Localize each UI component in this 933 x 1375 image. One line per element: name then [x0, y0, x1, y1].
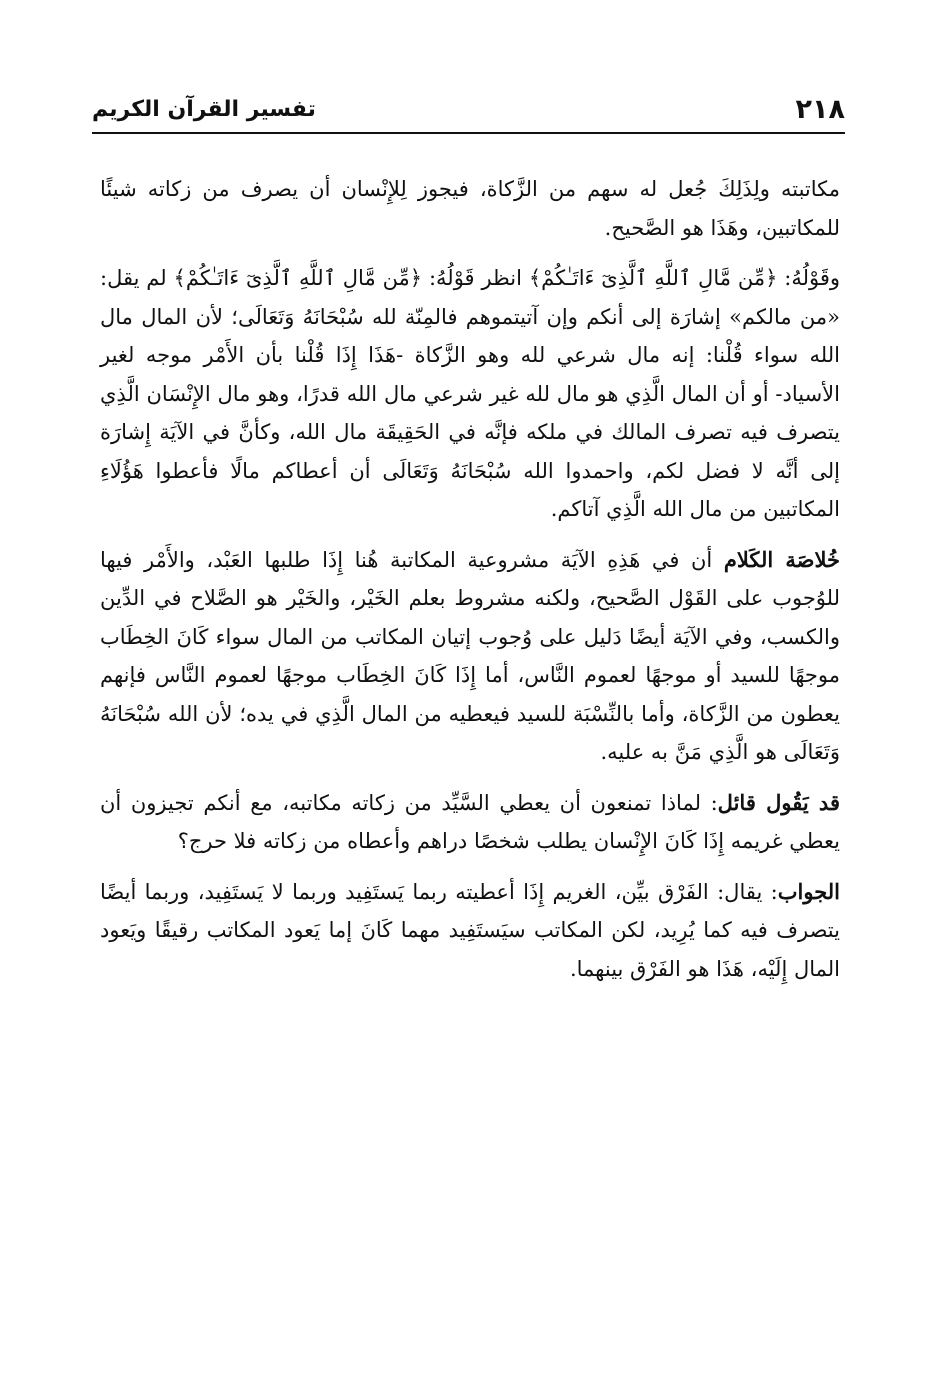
- paragraph-4: [100, 784, 840, 861]
- book-title: تفسير القرآن الكريم: [92, 97, 316, 122]
- quran-verse: ﴿مِّن مَّالِ ٱللَّهِ ٱلَّذِىٓ ءَاتَـٰكُمْ﴾: [528, 266, 778, 290]
- quran-verse: ﴿مِّن مَّالِ ٱللَّهِ ٱلَّذِىٓ ءَاتَـٰكُمْ﴾: [173, 266, 423, 290]
- paragraph-3: [100, 541, 840, 772]
- paragraph-text: : لماذا تمنعون أن يعطي السَّيِّد من زكاته مكاتبه، مع أنكم تجيزون أن يعطي غريمه إِذَا كَانَ الإِنْسان يطلب شخصًا دراهم وأعطاه من زكاته فلا حرج؟: [100, 790, 840, 853]
- paragraph-lead: خُلاصَة الكَلام: [723, 546, 841, 572]
- paragraph-2: [100, 259, 840, 529]
- running-header: [92, 92, 845, 132]
- paragraph-lead: الجواب: [777, 878, 840, 904]
- paragraph-text: : يقال: الفَرْق بيِّن، الغريم إِذَا أعطيته ربما يَستَفِيد وربما لا يَستَفِيد، وربما أيضًا يتصرف فيه كما يُرِيد، لكن المكاتب سيَستَفِيد مهما كَانَ إما يَعود المكاتب رقيقًا ويَعود المال إِلَيْه، هَذَا هو الفَرْق بينهما.: [100, 879, 840, 981]
- header-rule: [92, 132, 845, 134]
- paragraph-1: [100, 170, 840, 247]
- paragraph-lead: قد يَقُول قائل: [717, 789, 840, 815]
- paragraph-text: لم يقل: «من مالكم» إشارَة إلى أنكم وإن آتيتموهم فالمِنّة لله سُبْحَانَهُ وَتَعَالَى؛ لأن المال مال الله سواء قُلْنا: إنه مال شرعي لله وهو الزَّكاة -هَذَا إِذَا قُلْنا بأن الأَمْر موجه لغير الأسياد- أو أن المال الَّذِي هو مال لله غير شرعي مال الله قدرًا، وهو مال الإِنْسَان الَّذِي يتصرف فيه تصرف المالك في ملكه فإنَّه في الحَقِيقَة مال الله، وكأنَّ في الآيَة إِشارَة إلى أنَّه لا فضل لكم، واحمدوا الله سُبْحَانَهُ وَتَعَالَى أن أعطاكم مالًا فأعطوا هَؤُلَاءِ المكاتبين من مال الله الَّذِي آتاكم.: [100, 266, 840, 521]
- paragraph-text: وقَوْلُهُ:: [777, 266, 840, 290]
- page-number: ٢١٨: [795, 94, 845, 125]
- paragraph-5: [100, 873, 840, 989]
- paragraph-text: مكاتبته ولِذَلِكَ جُعل له سهم من الزَّكاة، فيجوز لِلإِنْسان أن يصرف من زكاته شيئًا للمكاتبين، وهَذَا هو الصَّحيح.: [100, 177, 840, 240]
- paragraph-text: انظر قَوْلُهُ:: [422, 266, 529, 290]
- paragraph-text: أن في هَذِهِ الآيَة مشروعية المكاتبة هُنا إِذَا طلبها العَبْد، والأَمْر فيها للوُجوب على القَوْل الصَّحيح، ولكنه مشروط بعلم الخَيْر، والخَيْر هو الصَّلاح في الدِّين والكسب، وفي الآيَة أيضًا دَليل على وُجوب إتيان المكاتب من المال سواء كَانَ الخِطَاب موجهًا للسيد أو موجهًا لعموم النَّاس، أما إِذَا كَانَ الخِطَاب موجهًا لعموم النَّاس فإنهم يعطون من الزَّكاة، وأما بالنِّسْبَة للسيد فيعطيه من المال الَّذِي في يده؛ لأن الله سُبْحَانَهُ وَتَعَالَى هو الَّذِي مَنَّ به عليه.: [100, 547, 840, 764]
- body-text: [100, 170, 840, 1000]
